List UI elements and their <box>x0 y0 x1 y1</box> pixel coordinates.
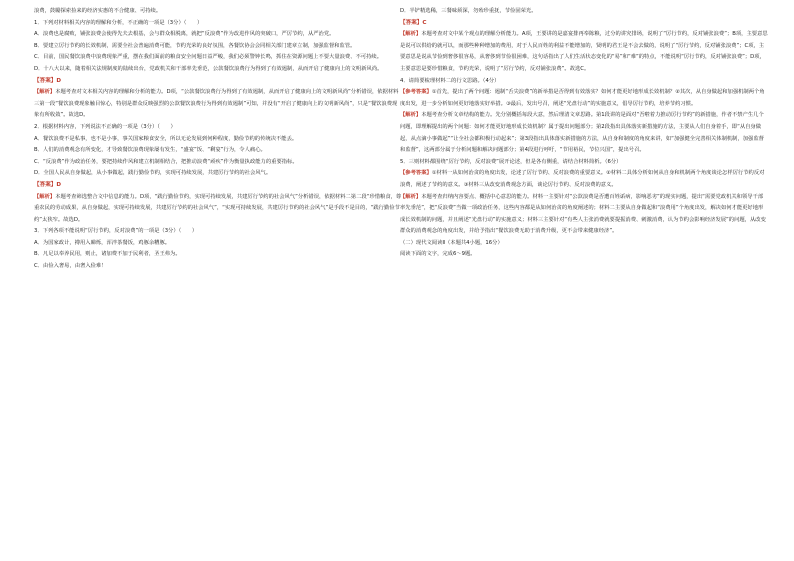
label-tag: 【参考答案】 <box>400 170 432 177</box>
q1-analysis: 【解析】本题考查对文本相关内容的理解和分析的能力。D项，“公款餐饮浪费行为得到了有效遏制，从而开启了健康向上的文明新风尚”分析错误，依据材料三第一段“餐饮浪费现象触目惊心，特别是群众反映强烈的公款餐饮浪费行为得到有效遏制”可知，并没有“开启了健康向上的文明新风尚”，只是“餐饮浪费现象有所收敛”。故选D。 <box>34 89 399 119</box>
intro-text: 浪费，鼓勵探索捡来的经济实惠的不合健康、可持续。 <box>34 8 162 14</box>
q3-answer: 【答案】C <box>400 19 427 26</box>
question-4: 4．请简要梳理材料二的行文思路。（4分） <box>400 77 500 84</box>
q2-option-c: C．“反浪费”作为政治任务，要把持续作风和建立机制相结合，把推动浪费“顽疾”作为衡量执政能力的重要指标。 <box>34 158 298 165</box>
question-2: 2．根据材料内容，下列说法不正确的一项是（3分）（ ） <box>34 123 176 130</box>
q2-option-a: A．餐饮浪费不是私事，也不是小事，事关国家粮食安全，所以无论发展到何种程度，勤俭节约的传统决不能丢。 <box>34 135 298 142</box>
q1-option-a: A．浪费也是腐败，铺张浪费会使得先夫去根基，会与群众相脱离，就把“反浪费”作为改进作风的突破口，严厉节约，从严治党。 <box>34 31 335 38</box>
q1-option-b: B．要建立厉行节约的长效机制，需要全社会普遍消费可能，节约光荣的良好氛围，各餐饮协会会同相关部门建章立制，加强监督和监管。 <box>34 42 356 49</box>
q1-option-c: C．目前，国民餐饮浪费中浪费现象严重，摆在我们面前的粮食安全问题日益严峻，我们必须警钟长鸣，抓住在资源问题上不要大量浪费、不可持续。 <box>34 54 383 61</box>
q1-option-d: D．十八大以来，随着相关法规制度的陆续出台，党政机关和干部率先垂范，公款餐饮浪费行为得到了有效遏制，从而开启了健康向上的文明新风尚。 <box>34 65 383 72</box>
q3-option-a: A．为国家政计，撙用入睇烁，浑泮茶餐饭，鸡豚余糟豚。 <box>34 239 171 246</box>
question-5: 5．三则材料都围绕“厉行节约，反对浪费”展开论述，但是各有侧重，请结合材料简析。（6分） <box>400 158 622 165</box>
q3-analysis: 【解析】本题考查对文中某个观点的理解分析能力。A项，王要讲的是嘉宴排再奉陈粮，过分的讲究排场，说明了“厉行节约，反对铺张浪费”；B项，主要意思是说可以供给的就可以，而那些种种增加的费用，对于人民百姓的利益不能增加的，贤明的君王是不会去做的，说明了“厉行节约，反对铺张浪费”；C项，主要意思是说从节俭到奢侈很容易，从奢侈到节俭很困难，这句话指出了人们生活状态变化的“易”和“难”的特点，不能说明“厉行节约，反对铺张浪费”；D项，主要意思是要珍惜粮食，节约光荣，说明了“厉行节约，反对铺张浪费”。故选C。 <box>400 31 768 72</box>
right-column <box>400 6 768 261</box>
reading-instruction: 阅读下面的文字，完成6～9题。 <box>400 251 476 258</box>
label-tag: 【参考答案】 <box>400 89 432 96</box>
q5-reference-answer: 【参考答案】①材料一从如何治贪的角度出发，论述了厉行节约、反对浪费的重要意义。②材料二具体分析如何从自身和机制两个角度谈论怎样厉行节约反对浪费，阐述了节约的意义。③材料三从改变消费观念方面，谈论厉行节约、反对浪费的意义。 <box>400 170 765 188</box>
label-tag: 【解析】 <box>34 193 56 200</box>
q3-option-d: D．半铲精选稀，三餐味须深，勿殆珍重抚，节俭固荣光。 <box>400 8 537 14</box>
q4-reference-answer: 【参考答案】①首先，提出了两个问题：遏制“舌尖浪费”的新举措是否得到有效落实？如何才能更好地形成长效机制？②其次，从自身做起和加强机制两个角度出发，进一步分析如何更好地落实好举措。③最后，发出号召，阐述“光盘行动”的实施意义，倡导厉行节约，培养节约习惯。 <box>400 89 765 107</box>
q5-analysis: 【解析】本题考查归纳内容要点、概括中心意思的能力。材料一主要针对“公款浪费是否遭百姓诟病，影响恶劣”的现实问题，提出“需要党政机关和领导干部率先垂范”，把“反浪费”当做一项政治任务，这些内容都是从如何治贪的角度阐述的；材料二主要从自身做起和“浪费用”个角度出发，解决如何才能更好地形成长效机制的问题，并且阐述“光盘行动”的实施意义；材料三主要针对“有些人主张消费就要提振消费、刺激消费，认为节约会影响经济发展”的问题，从改变群众的消费观念的角度出发，并给予指出“餐饮浪费无助于消费升级，更不会带来健康经济”。 <box>400 193 766 235</box>
question-1: 1．下列对材料相关内容的理解和分析，不正确的一项是（3分）（ ） <box>34 19 203 26</box>
q2-option-b: B．人们的消费观念有所变化，才导致餐饮浪费现象屡有发生，“盛宴”饭、“剩宴”行为，令人痛心。 <box>34 147 266 154</box>
section-heading: （二）现代文阅读Ⅱ（本题共4小题，16分） <box>400 239 503 246</box>
label-tag: 【解析】 <box>34 89 56 96</box>
label-tag: 【解析】 <box>400 112 422 119</box>
question-3: 3．下列各项不能说明“厉行节约，反对浪费”的一项是（3分）（ ） <box>34 228 198 235</box>
q3-option-b: B．凡足以奉养民用，则止，诸加费不加于民利者，圣王弗为。 <box>34 251 181 258</box>
q2-analysis: 【解析】本题考查筛选整合文中信息的能力。D项，“践行勤俭节约，实现可持续发展，共建厉行节约的社会风气”分析错误，依据材料二第二段“珍惜粮食，尊重农民的劳动成果，从自身做起，实现可持续发展，共建厉行节约的社会风气”，“实现可持续发展，共建厉行节约的社会风气”是手段不是目的，“践行勤俭节约”太狭窄。故选D。 <box>34 193 402 223</box>
q1-answer: 【答案】D <box>34 77 62 84</box>
left-column <box>34 6 402 273</box>
q2-answer: 【答案】D <box>34 181 62 188</box>
label-tag: 【解析】 <box>400 31 422 38</box>
q3-option-c: C．由俭入奢易，由奢入俭难！ <box>34 263 107 270</box>
q4-analysis: 【解析】本题考查分析文章结构的能力。先分别概括每段大意，然后理清文章思路。第1段讲的是面对“吾啦着力推动厉行节约”的新措施，作者不禁产生几个问题，即理解提出的两个问题：如何才能更好地形成长效机制？属于提出问题部分；第2段指出具体落实新措施的方法，主要从人们自身着手，即“从自身做起，从点滴小事做起”“让全社会都积极行动起来”；第3段指出具体落实新措施的方法，从自身和制度的角度来讲，如“加强健全完善相关体制机制，加强监督和监督”，这两部分属于分析问题和解决问题部分；第4段进行呼吁，“节用裕民，节位兴国”，提出号召。 <box>400 112 764 154</box>
q2-option-d: D．全国人民从自身做起，从小事做起，践行勤俭节约，实现可持续发展，共建厉行节约的社会风气。 <box>34 170 272 177</box>
label-tag: 【解析】 <box>400 193 422 200</box>
